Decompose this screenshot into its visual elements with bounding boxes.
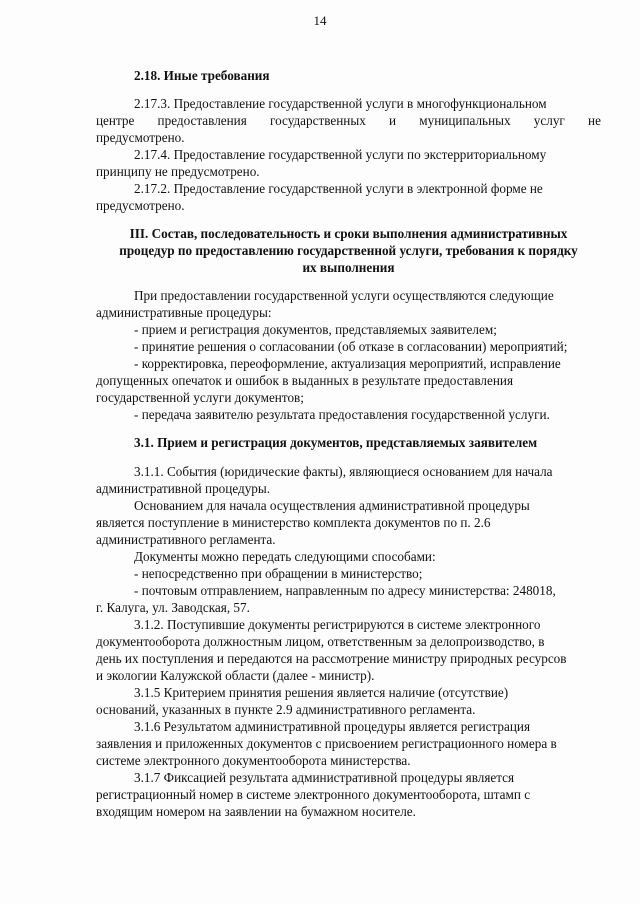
paragraph-line: предусмотрено. bbox=[96, 130, 185, 145]
section-title-line: III. Состав, последовательность и сроки выполнения административных bbox=[129, 226, 568, 241]
paragraph-line: допущенных опечаток и ошибок в выданных в результате предоставления bbox=[96, 373, 514, 388]
paragraph-line: регистрационный номер в системе электронного документооборота, штамп с bbox=[96, 787, 531, 802]
paragraph-line: г. Калуга, ул. Заводская, 57. bbox=[96, 600, 250, 615]
section-title-line: их выполнения bbox=[302, 260, 395, 275]
paragraph-line: Основанием для начала осуществления административной процедуры bbox=[134, 498, 530, 513]
paragraph-line: системе электронного документооборота министерства. bbox=[96, 753, 411, 768]
paragraph-line: Документы можно передать следующими способами: bbox=[134, 549, 436, 564]
paragraph-line: 3.1.5 Критерием принятия решения является наличие (отсутствие) bbox=[134, 685, 509, 700]
list-item: - непосредственно при обращении в министерство; bbox=[134, 566, 423, 581]
paragraph-line: принципу не предусмотрено. bbox=[96, 164, 260, 179]
paragraph-line-justified: центре предоставления государственных и муниципальных услуг не bbox=[96, 113, 601, 128]
paragraph-line: административной процедуры. bbox=[96, 481, 271, 496]
paragraph-line: является поступление в министерство комплекта документов по п. 2.6 bbox=[96, 515, 491, 530]
paragraph-line: административного регламента. bbox=[96, 532, 276, 547]
paragraph-line: 3.1.6 Результатом административной процедуры является регистрация bbox=[134, 719, 531, 734]
paragraph-line: и экологии Калужской области (далее - министр). bbox=[96, 668, 375, 683]
paragraph-line: При предоставлении государственной услуги осуществляются следующие bbox=[134, 288, 554, 303]
paragraph-line: 2.17.2. Предоставление государственной услуги в электронной форме не bbox=[134, 181, 543, 196]
list-item: - передача заявителю результата предоставления государственной услуги. bbox=[134, 407, 550, 422]
paragraph-line: 2.17.3. Предоставление государственной услуги в многофункциональном bbox=[134, 96, 547, 111]
page-number: 14 bbox=[313, 13, 327, 28]
paragraph-line: 3.1.1. События (юридические факты), являющиеся основанием для начала bbox=[134, 464, 553, 479]
paragraph-line: государственной услуги документов; bbox=[96, 390, 304, 405]
section-title-line: процедур по предоставлению государственной услуги, требования к порядку bbox=[119, 243, 578, 258]
list-item: - корректировка, переоформление, актуализация мероприятий, исправление bbox=[134, 356, 561, 371]
section-heading-2-18: 2.18. Иные требования bbox=[134, 68, 270, 83]
paragraph-line: административные процедуры: bbox=[96, 305, 272, 320]
paragraph-line: предусмотрено. bbox=[96, 198, 185, 213]
list-item: - принятие решения о согласовании (об отказе в согласовании) мероприятий; bbox=[134, 339, 568, 354]
list-item: - прием и регистрация документов, представляемых заявителем; bbox=[134, 322, 497, 337]
paragraph-line: входящим номером на заявлении на бумажном носителе. bbox=[96, 804, 416, 819]
paragraph-line: 3.1.2. Поступившие документы регистрируются в системе электронного bbox=[134, 617, 541, 632]
paragraph-line: заявления и приложенных документов с присвоением регистрационного номера в bbox=[96, 736, 557, 751]
paragraph-line: 2.17.4. Предоставление государственной услуги по экстерриториальному bbox=[134, 147, 547, 162]
list-item: - почтовым отправлением, направленным по адресу министерства: 248018, bbox=[134, 583, 556, 598]
section-heading-3-1: 3.1. Прием и регистрация документов, представляемых заявителем bbox=[134, 435, 538, 450]
paragraph-line: оснований, указанных в пункте 2.9 административного регламента. bbox=[96, 702, 476, 717]
paragraph-line: документооборота должностным лицом, ответственным за делопроизводство, в bbox=[96, 634, 545, 649]
paragraph-line: день их поступления и передаются на рассмотрение министру природных ресурсов bbox=[96, 651, 567, 666]
paragraph-line: 3.1.7 Фиксацией результата административной процедуры является bbox=[134, 770, 515, 785]
